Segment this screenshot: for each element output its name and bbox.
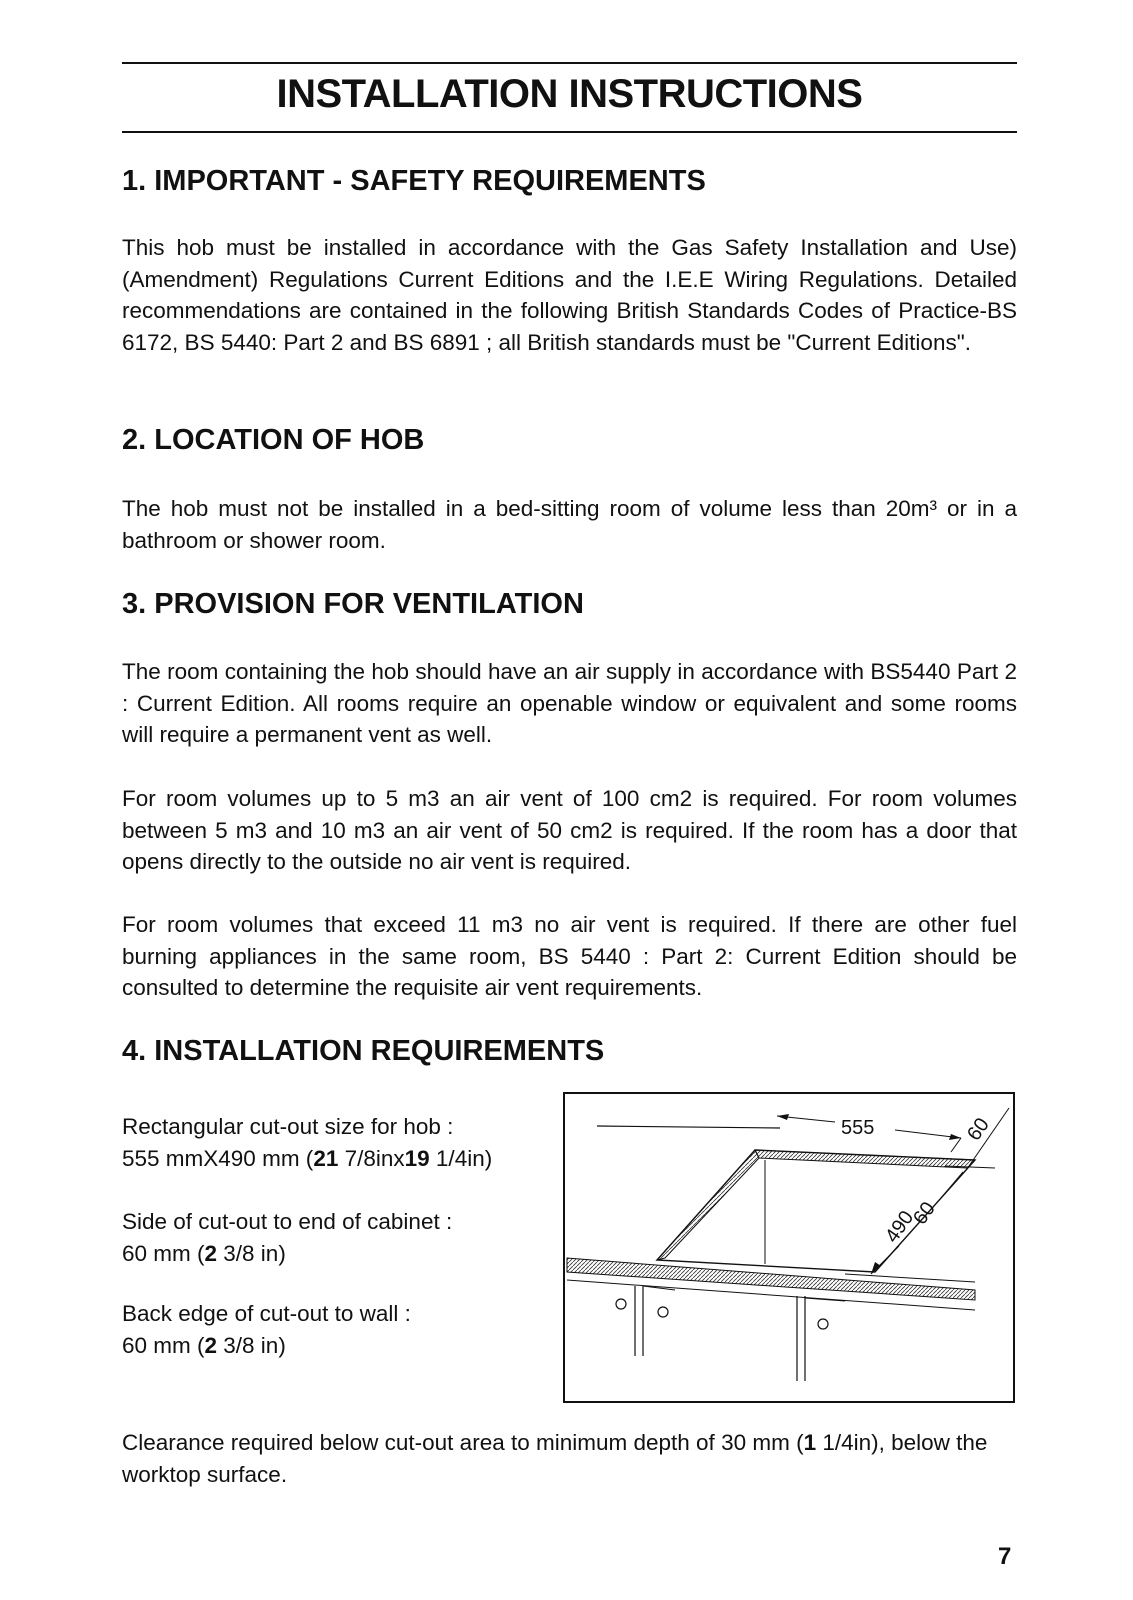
section-heading-location: 2. LOCATION OF HOB (122, 424, 425, 456)
back-edge-value: 60 mm (2 3/8 in) (122, 1332, 286, 1358)
wall-line (845, 1274, 975, 1282)
cutout-size-value: 555 mmX490 mm (21 7/8inx19 1/4in) (122, 1145, 493, 1171)
dim-width-arrow-right (949, 1134, 961, 1140)
page-title: INSTALLATION INSTRUCTIONS (276, 72, 863, 116)
back-edge-label: Back edge of cut-out to wall : (122, 1301, 411, 1326)
safety-paragraph: This hob must be installed in accordance with the Gas Safety Installation and Use) (Amendment) Regulations Current Editions and the I.E.E Wiring Regulations. Detailed recommendations are contained in the following British Standards Codes of Practice-BS 6172, BS 5440: Part 2 and BS 6891 ; all British standards must be "Current Editions". (122, 235, 1017, 355)
section-heading-ventilation: 3. PROVISION FOR VENTILATION (122, 588, 584, 620)
side-cutout-label: Side of cut-out to end of cabinet : (122, 1209, 453, 1234)
title-rule (122, 131, 1017, 133)
cutout-left-edge (657, 1150, 759, 1260)
back-edge-item (122, 1298, 411, 1361)
cutout-size-item (122, 1111, 492, 1174)
page-number: 7 (998, 1543, 1012, 1570)
cutout-diagram (563, 1092, 1015, 1403)
cutout-back-edge (755, 1150, 975, 1168)
dim-depth-label: 490 (881, 1206, 919, 1247)
worktop-front-edge (567, 1258, 975, 1300)
knob-icon (658, 1307, 668, 1317)
side-cutout-value: 60 mm (2 3/8 in) (122, 1240, 286, 1266)
worktop-back-line (597, 1126, 780, 1128)
dim-width-label: 555 (841, 1117, 875, 1139)
location-paragraph: The hob must not be installed in a bed-sitting room of volume less than 20m³ or in a bathroom or shower room. (122, 496, 1017, 553)
knob-icon (616, 1299, 626, 1309)
dim-width-arrow-left (777, 1114, 789, 1120)
side-cutout-item (122, 1206, 452, 1269)
dim-side-label: 60 (909, 1198, 940, 1229)
cutout-diagram-drawing (565, 1094, 1013, 1401)
section-heading-installation: 4. INSTALLATION REQUIREMENTS (122, 1035, 605, 1067)
dim-back-label: 60 (963, 1114, 994, 1145)
knob-icon (818, 1319, 828, 1329)
ventilation-paragraph-1: The room containing the hob should have an air supply in accordance with BS5440 Part 2 : Current Edition. All rooms require an openable window or equivalent and some rooms will require a permanent vent as well. (122, 659, 1017, 747)
top-rule (122, 62, 1017, 64)
clearance-paragraph: Clearance required below cut-out area to minimum depth of 30 mm (1 1/4in), below the worktop surface. (122, 1430, 988, 1487)
ventilation-paragraph-3: For room volumes that exceed 11 m3 no air vent is required. If there are other fuel burning appliances in the same room, BS 5440 : Part 2: Current Edition should be consulted to determine the requisite air vent requirements. (122, 912, 1017, 1000)
dim-witness-a (951, 1138, 961, 1152)
dim-depth-line-top (941, 1172, 963, 1198)
section-heading-safety: 1. IMPORTANT - SAFETY REQUIREMENTS (122, 165, 706, 197)
cutout-size-label: Rectangular cut-out size for hob : (122, 1114, 454, 1139)
ventilation-paragraph-2: For room volumes up to 5 m3 an air vent of 100 cm2 is required. For room volumes between 5 m3 and 10 m3 an air vent of 50 cm2 is required. If the room has a door that opens directly to the outside no air vent is required. (122, 786, 1017, 874)
